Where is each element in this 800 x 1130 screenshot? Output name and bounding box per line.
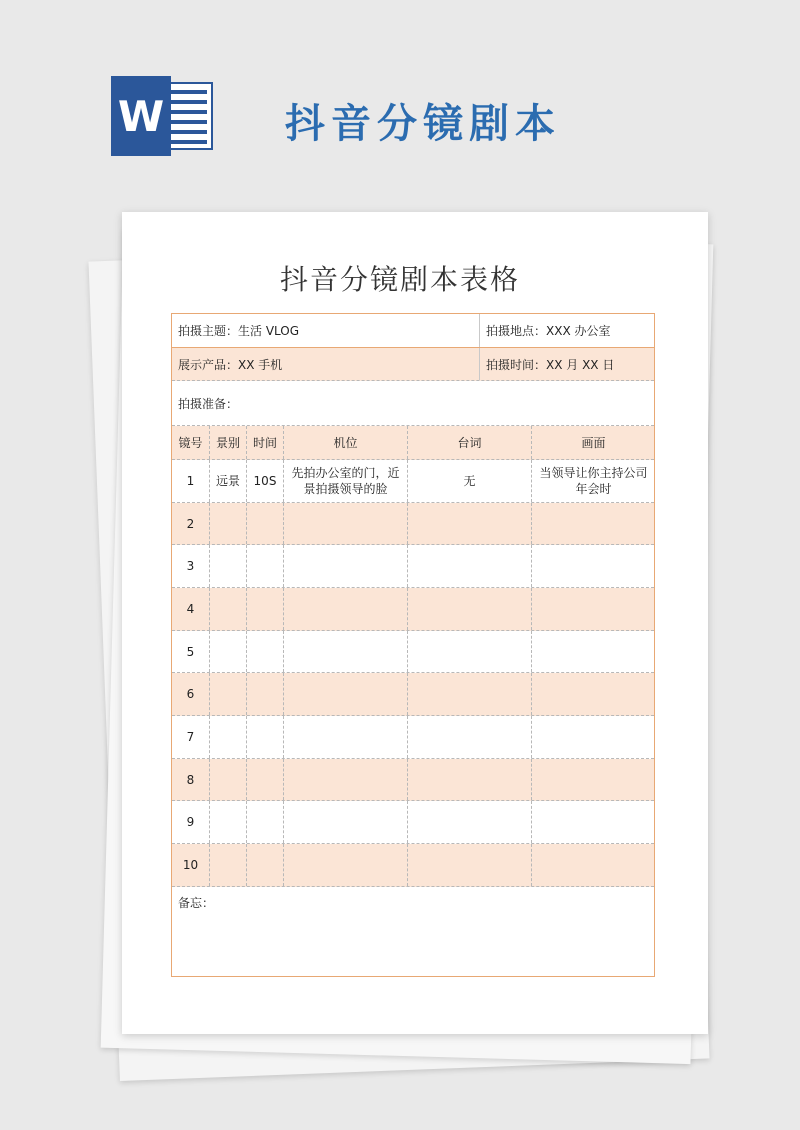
row-camera	[284, 503, 408, 544]
row-scene	[532, 844, 655, 886]
row-lines	[408, 801, 532, 843]
header-duration: 时间	[247, 426, 284, 459]
row-duration	[247, 503, 284, 544]
table-row	[172, 673, 654, 716]
header-lines: 台词	[408, 426, 532, 459]
row-scene	[532, 716, 655, 758]
row-scene	[532, 631, 655, 672]
header-camera: 机位	[284, 426, 408, 459]
row-duration	[247, 588, 284, 630]
theme-cell	[172, 314, 480, 347]
row-camera	[284, 588, 408, 630]
row-shot-no: 9	[172, 801, 210, 843]
row-lines	[408, 631, 532, 672]
document-title: 抖音分镜剧本表格	[279, 263, 520, 296]
product-value: XX 手机	[238, 357, 283, 372]
row-camera	[284, 545, 408, 587]
header-title: 抖音分镜剧本	[285, 101, 561, 147]
row-duration	[247, 631, 284, 672]
row-scene	[532, 801, 655, 843]
word-logo-icon	[111, 76, 213, 156]
time-label: 拍摄时间：	[486, 357, 547, 372]
location-cell	[480, 314, 655, 347]
table-row	[172, 588, 654, 631]
row-scene	[532, 588, 655, 630]
row-shot-no: 5	[172, 631, 210, 672]
row-shot-no: 7	[172, 716, 210, 758]
prep-label: 拍摄准备：	[178, 396, 239, 411]
header-scene: 画面	[581, 435, 606, 450]
info-row-theme	[172, 314, 654, 348]
product-label: 展示产品：	[178, 357, 239, 372]
location-value: XXX 办公室	[546, 324, 611, 338]
table-row	[172, 801, 654, 844]
row-camera	[284, 631, 408, 672]
row-lines	[408, 673, 532, 715]
row-shot-size	[210, 716, 247, 758]
info-row-product	[172, 348, 654, 381]
row-shot-no: 6	[172, 673, 210, 715]
row-shot-size	[210, 759, 247, 800]
row-lines	[408, 759, 532, 800]
logo-letter: W	[111, 76, 171, 156]
header-shot-no: 镜号	[172, 426, 210, 459]
row-shot-no: 4	[172, 588, 210, 630]
row-camera	[284, 801, 408, 843]
row-lines: 无	[408, 460, 532, 502]
row-duration	[247, 673, 284, 715]
row-shot-size	[210, 801, 247, 843]
row-duration: 10S	[247, 460, 284, 502]
storyboard-form	[171, 313, 655, 977]
row-scene	[532, 759, 655, 800]
theme-label: 拍摄主题：	[178, 324, 239, 338]
table-row	[172, 545, 654, 588]
row-shot-no: 8	[172, 759, 210, 800]
row-camera	[284, 673, 408, 715]
row-shot-size	[210, 844, 247, 886]
row-lines	[408, 545, 532, 587]
notes-row	[172, 887, 654, 977]
row-lines	[408, 503, 532, 544]
row-duration	[247, 716, 284, 758]
table-row	[172, 759, 654, 801]
row-camera	[284, 759, 408, 800]
row-shot-size	[210, 545, 247, 587]
row-shot-no: 3	[172, 545, 210, 587]
product-cell	[172, 348, 480, 380]
row-shot-no: 2	[172, 503, 210, 544]
row-lines	[408, 588, 532, 630]
table-row	[172, 631, 654, 673]
table-row	[172, 716, 654, 759]
theme-value: 生活 VLOG	[238, 324, 300, 338]
row-shot-no: 10	[172, 844, 210, 886]
row-shot-size	[210, 631, 247, 672]
table-header-row	[172, 426, 654, 460]
location-label: 拍摄地点：	[486, 324, 547, 338]
row-lines	[408, 844, 532, 886]
row-duration	[247, 801, 284, 843]
time-value: XX 月 XX 日	[546, 357, 615, 372]
row-shot-no: 1	[172, 460, 210, 502]
row-duration	[247, 545, 284, 587]
row-scene	[532, 545, 655, 587]
row-shot-size: 远景	[210, 460, 247, 502]
row-shot-size	[210, 673, 247, 715]
table-row	[172, 503, 654, 545]
row-camera: 先拍办公室的门，近景拍摄领导的脸	[284, 460, 408, 502]
row-camera	[284, 844, 408, 886]
prep-row	[172, 381, 654, 426]
table-row	[172, 460, 654, 503]
row-duration	[247, 759, 284, 800]
row-camera	[284, 716, 408, 758]
header-shot-size: 景别	[210, 426, 247, 459]
row-duration	[247, 844, 284, 886]
row-scene: 当领导让你主持公司年会时	[539, 466, 648, 496]
time-cell	[480, 348, 655, 380]
table-row	[172, 844, 654, 887]
row-shot-size	[210, 588, 247, 630]
row-scene	[532, 673, 655, 715]
row-shot-size	[210, 503, 247, 544]
row-lines	[408, 716, 532, 758]
notes-label: 备忘：	[178, 895, 215, 910]
row-scene	[532, 503, 655, 544]
